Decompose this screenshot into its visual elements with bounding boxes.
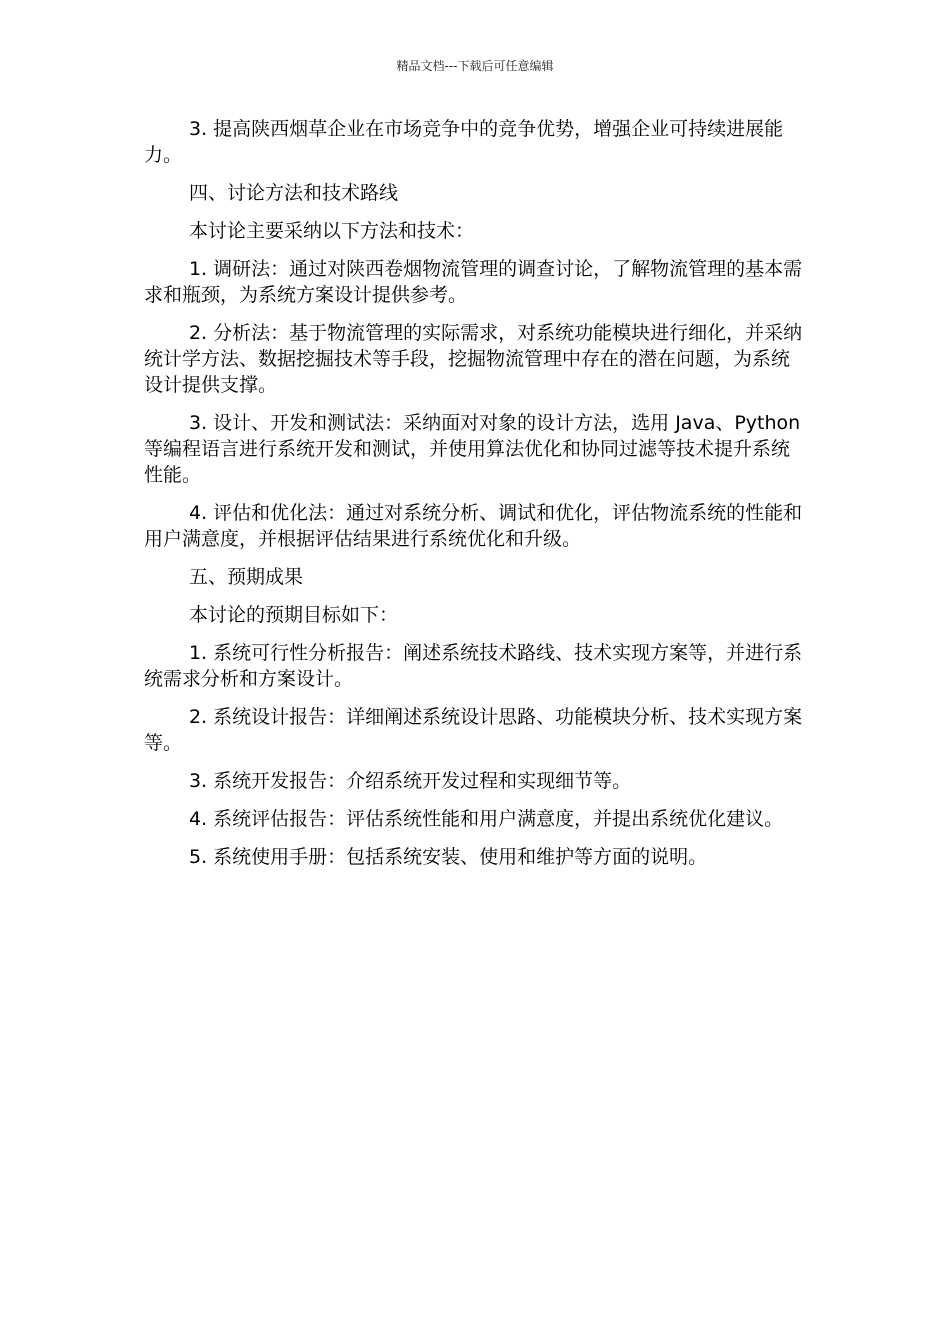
paragraph-outcome-3: 3. 系统开发报告：介绍系统开发过程和实现细节等。 xyxy=(189,770,632,792)
paragraph-method-4: 4. 评估和优化法：通过对系统分析、调试和优化，评估物流系统的性能和用户满意度，并根据评估结果进行系统优化和升级。 xyxy=(144,502,803,550)
paragraph-methods-intro: 本讨论主要采纳以下方法和技术： xyxy=(189,220,475,242)
paragraph-outcome-4: 4. 系统评估报告：评估系统性能和用户满意度，并提出系统优化建议。 xyxy=(189,808,784,830)
section-heading-methods: 四、讨论方法和技术路线 xyxy=(189,182,399,204)
paragraph-outcomes-intro: 本讨论的预期目标如下： xyxy=(189,604,399,626)
paragraph-goal-3: 3. 提高陕西烟草企业在市场竞争中的竞争优势，增强企业可持续进展能力。 xyxy=(144,118,784,166)
section-heading-outcomes: 五、预期成果 xyxy=(189,566,304,588)
page-header: 精品文档---下载后可任意编辑 xyxy=(396,59,554,73)
paragraph-method-3: 3. 设计、开发和测试法：采纳面对对象的设计方法，选用 Java、Python 等编程语言进行系统开发和测试，并使用算法优化和协同过滤等技术提升系统性能。 xyxy=(144,412,801,486)
paragraph-method-2: 2. 分析法：基于物流管理的实际需求，对系统功能模块进行细化，并采纳统计学方法、数据挖掘技术等手段，挖掘物流管理中存在的潜在问题，为系统设计提供支撑。 xyxy=(144,322,803,396)
paragraph-outcome-5: 5. 系统使用手册：包括系统安装、使用和维护等方面的说明。 xyxy=(189,846,708,868)
paragraph-outcome-1: 1. 系统可行性分析报告：阐述系统技术路线、技术实现方案等，并进行系统需求分析和方案设计。 xyxy=(144,642,803,690)
document-body xyxy=(144,116,806,882)
paragraph-method-1: 1. 调研法：通过对陕西卷烟物流管理的调查讨论，了解物流管理的基本需求和瓶颈，为系统方案设计提供参考。 xyxy=(144,258,803,306)
paragraph-outcome-2: 2. 系统设计报告：详细阐述系统设计思路、功能模块分析、技术实现方案等。 xyxy=(144,706,803,754)
